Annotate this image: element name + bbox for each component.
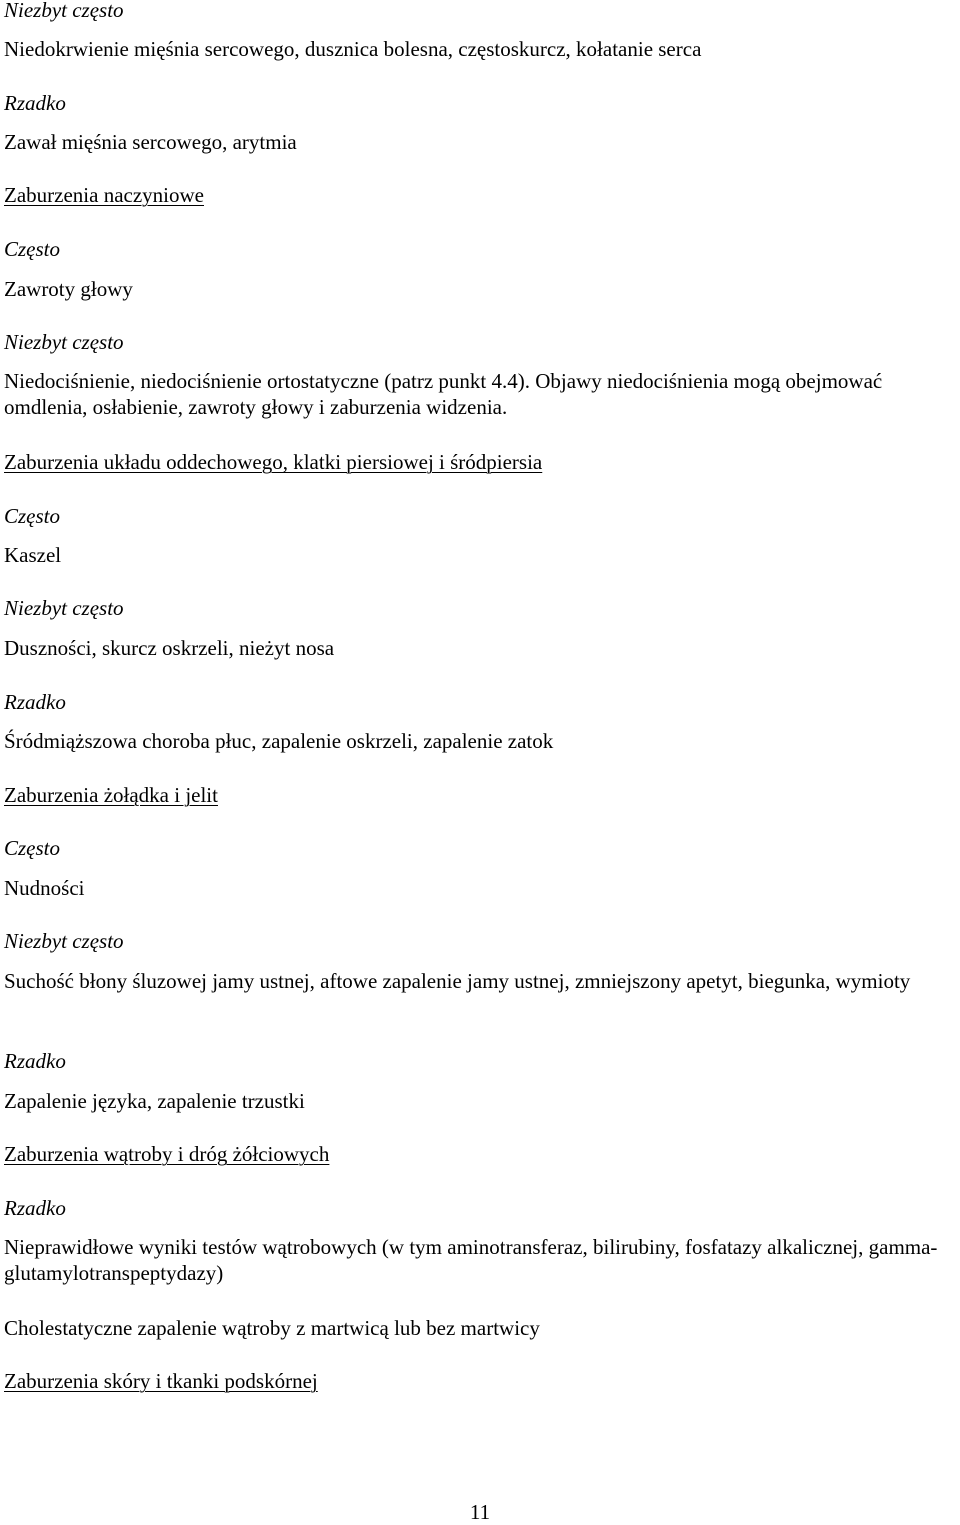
frequency-label: Często — [4, 237, 61, 261]
frequency-label: Niezbyt często — [4, 929, 124, 953]
frequency-label: Rzadko — [4, 690, 66, 714]
adverse-effects-text: Duszności, skurcz oskrzeli, nieżyt nosa — [4, 636, 335, 660]
frequency-label: Niezbyt często — [4, 596, 124, 620]
adverse-effects-text: Zapalenie języka, zapalenie trzustki — [4, 1089, 305, 1113]
adverse-effects-text: Śródmiąższowa choroba płuc, zapalenie oskrzeli, zapalenie zatok — [4, 729, 554, 753]
section-heading: Zaburzenia wątroby i dróg żółciowych — [4, 1142, 330, 1166]
adverse-effects-text: Niedokrwienie mięśnia sercowego, dusznica bolesna, częstoskurcz, kołatanie serca — [4, 37, 702, 61]
adverse-effects-text: Kaszel — [4, 543, 62, 567]
frequency-label: Rzadko — [4, 1049, 66, 1073]
adverse-effects-text: Niedociśnienie, niedociśnienie ortostatyczne (patrz punkt 4.4). Objawy niedociśnienia mogą obejmować omdlenia, osłabienie, zawroty głowy i zaburzenia widzenia. — [4, 369, 883, 419]
adverse-effects-text: Zawroty głowy — [4, 277, 133, 301]
frequency-label: Często — [4, 504, 61, 528]
adverse-effects-text: Cholestatyczne zapalenie wątroby z martwicą lub bez martwicy — [4, 1316, 540, 1340]
section-heading: Zaburzenia naczyniowe — [4, 183, 204, 207]
section-heading: Zaburzenia skóry i tkanki podskórnej — [4, 1369, 318, 1393]
section-heading: Zaburzenia układu oddechowego, klatki piersiowej i śródpiersia — [4, 450, 543, 474]
frequency-label: Niezbyt często — [4, 0, 124, 22]
adverse-effects-text: Zawał mięśnia sercowego, arytmia — [4, 130, 297, 154]
adverse-effects-text: Nudności — [4, 876, 85, 900]
frequency-label: Często — [4, 836, 61, 860]
adverse-effects-text: Suchość błony śluzowej jamy ustnej, aftowe zapalenie jamy ustnej, zmniejszony apetyt, biegunka, wymioty — [4, 969, 911, 993]
adverse-effects-text: Nieprawidłowe wyniki testów wątrobowych (w tym aminotransferaz, bilirubiny, fosfatazy alkalicznej, gamma-glutamylotranspeptydazy) — [4, 1235, 938, 1285]
frequency-label: Rzadko — [4, 1196, 66, 1220]
frequency-label: Niezbyt często — [4, 330, 124, 354]
page-number: 11 — [469, 1500, 491, 1524]
frequency-label: Rzadko — [4, 91, 66, 115]
section-heading: Zaburzenia żołądka i jelit — [4, 783, 218, 807]
